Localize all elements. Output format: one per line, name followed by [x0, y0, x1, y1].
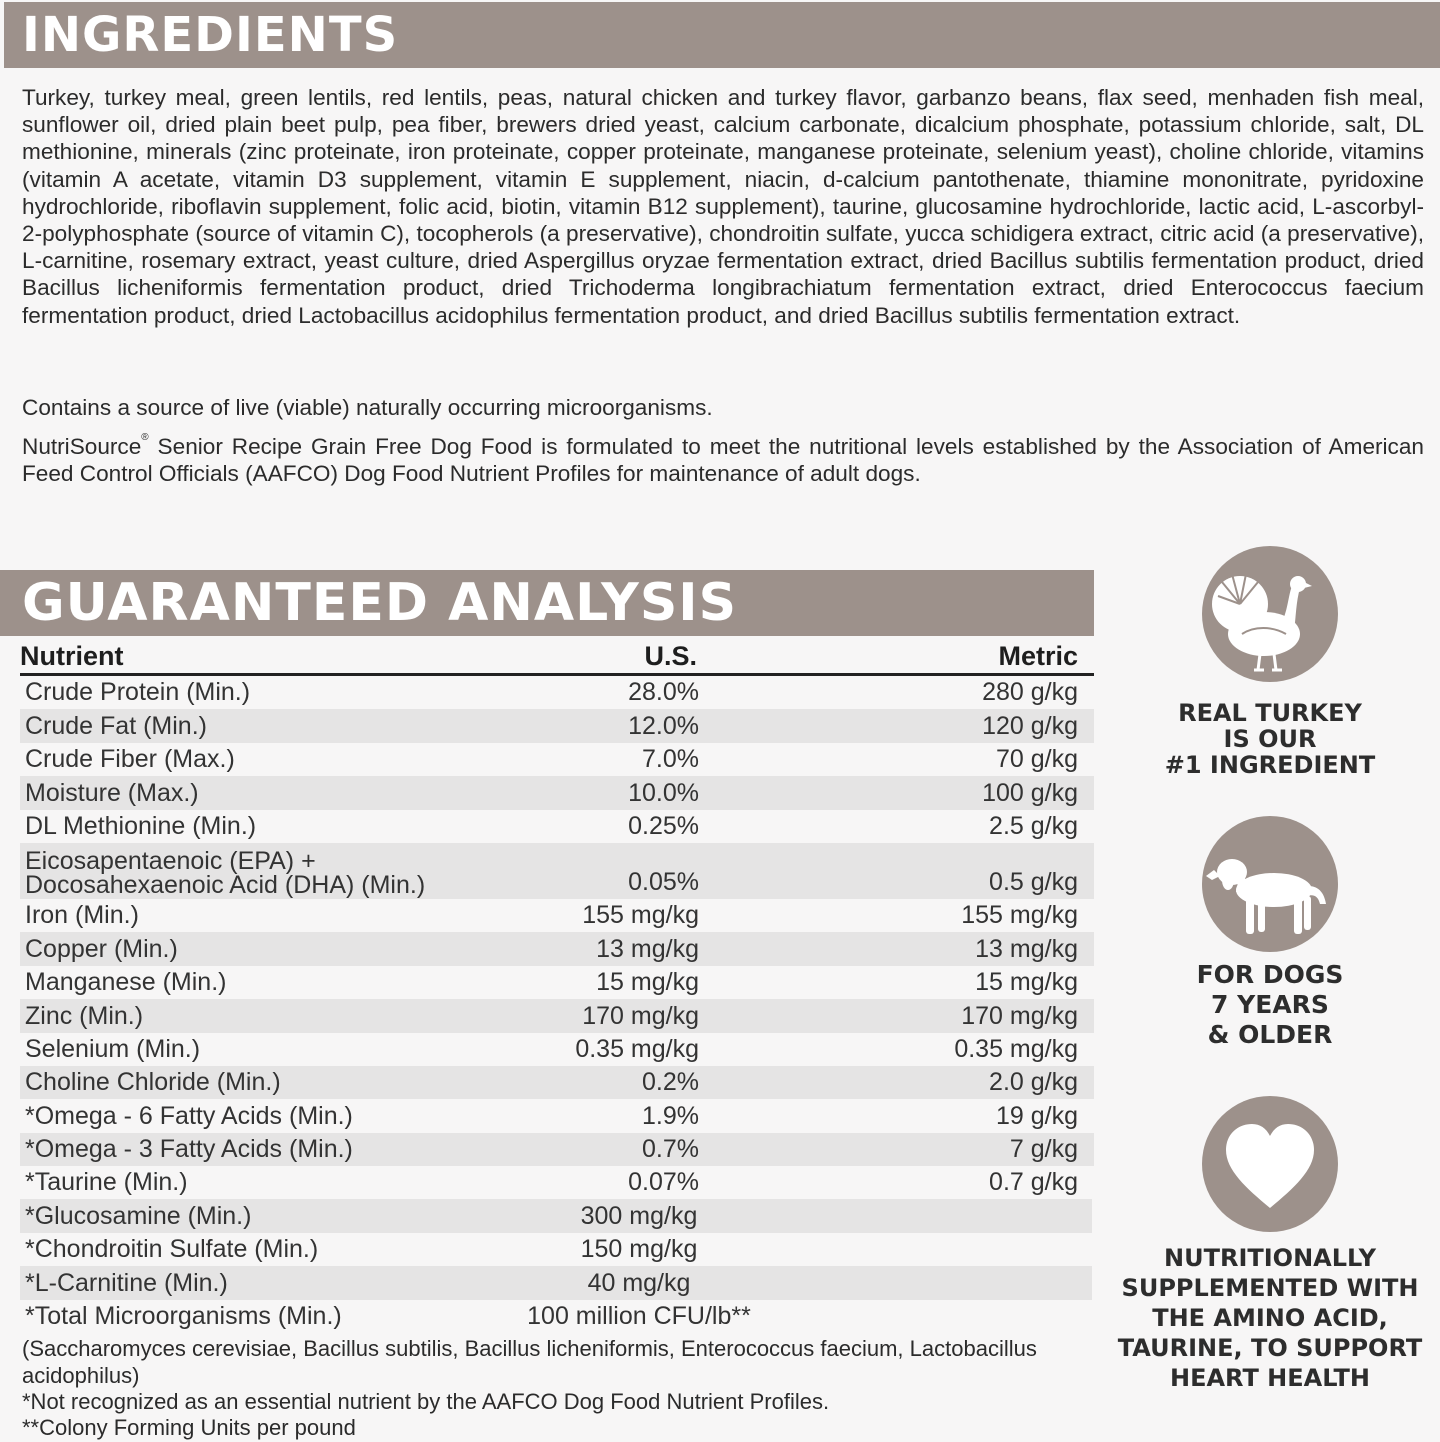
table-row: [20, 709, 1094, 742]
combined-value: 300 mg/kg: [580, 1201, 698, 1230]
metric-value: 19 g/kg: [995, 1101, 1078, 1130]
ingredients-heading: INGREDIENTS: [4, 2, 1440, 68]
nutrient-name: *Chondroitin Sulfate (Min.): [25, 1235, 319, 1264]
nutrient-name: Iron (Min.): [25, 901, 139, 930]
table-row: [20, 1133, 1094, 1166]
guaranteed-analysis-table: [20, 638, 1094, 1333]
table-row: [20, 966, 1094, 999]
metric-value: 70 g/kg: [995, 745, 1078, 774]
table-row: [20, 1199, 1092, 1232]
metric-value: 2.0 g/kg: [989, 1068, 1078, 1097]
microorganisms-note: Contains a source of live (viable) naturally occurring microorganisms.: [22, 395, 713, 420]
nutrient-name: *L-Carnitine (Min.): [25, 1268, 228, 1297]
claim-heart-health: NUTRITIONALLY SUPPLEMENTED WITH THE AMINO ACID, TAURINE, TO SUPPORT HEART HEALTH: [1117, 1244, 1423, 1392]
claim-senior-dogs: FOR DOGS 7 YEARS & OLDER: [1196, 960, 1344, 1049]
metric-value: 100 g/kg: [982, 778, 1078, 807]
nutrient-name: Moisture (Max.): [25, 778, 199, 807]
metric-value: 0.7 g/kg: [989, 1168, 1078, 1197]
us-value: 170 mg/kg: [582, 1001, 699, 1030]
us-value: 13 mg/kg: [596, 934, 699, 963]
table-row: [20, 999, 1094, 1032]
metric-value: 0.35 mg/kg: [954, 1034, 1078, 1063]
table-row: [20, 743, 1094, 776]
table-header: [20, 638, 1094, 676]
table-row: [20, 1066, 1094, 1099]
nutrient-name: *Total Microorganisms (Min.): [25, 1302, 342, 1331]
table-row: [20, 776, 1094, 809]
us-value: 0.07%: [628, 1168, 699, 1197]
aafco-footnote: *Not recognized as an essential nutrient by the AAFCO Dog Food Nutrient Profiles.: [22, 1389, 830, 1414]
nutrient-name: Crude Protein (Min.): [25, 678, 251, 707]
metric-value: 280 g/kg: [982, 678, 1078, 707]
table-row: [20, 1266, 1092, 1299]
us-value: 10.0%: [628, 778, 699, 807]
us-value: 0.05%: [628, 867, 699, 896]
metric-value: 170 mg/kg: [961, 1001, 1078, 1030]
table-row: [20, 843, 1094, 899]
nutrient-name: Crude Fiber (Max.): [25, 745, 235, 774]
aafco-statement-text: Senior Recipe Grain Free Dog Food is formulated to meet the nutritional levels established by the Association of American Feed Control Officials (AAFCO) Dog Food Nutrient Profiles for maintenance of adult dogs.: [22, 434, 1424, 487]
organisms-footnote: (Saccharomyces cerevisiae, Bacillus subtilis, Bacillus licheniformis, Enterococcus faecium, Lactobacillus acidophilus): [22, 1336, 1037, 1388]
nutrient-name: [25, 846, 426, 899]
claim-real-turkey: REAL TURKEY IS OUR #1 INGREDIENT: [1164, 699, 1376, 779]
us-value: 28.0%: [628, 678, 699, 707]
turkey-icon: [1202, 546, 1338, 682]
nutrient-name: Selenium (Min.): [25, 1034, 201, 1063]
nutrient-name: *Glucosamine (Min.): [25, 1201, 252, 1230]
nutrient-name-line1: Eicosapentaenoic (EPA) +: [25, 846, 316, 875]
us-value: 0.2%: [642, 1068, 699, 1097]
us-value: 1.9%: [642, 1101, 699, 1130]
metric-value: 15 mg/kg: [975, 968, 1078, 997]
us-value: 0.25%: [628, 811, 699, 840]
combined-value: 100 million CFU/lb**: [527, 1302, 751, 1331]
nutrient-name: Crude Fat (Min.): [25, 711, 207, 740]
us-value: 15 mg/kg: [596, 968, 699, 997]
guaranteed-analysis-heading: GUARANTEED ANALYSIS: [0, 570, 1094, 636]
metric-value: 120 g/kg: [982, 711, 1078, 740]
metric-value: 155 mg/kg: [961, 901, 1078, 930]
table-row: [20, 1033, 1094, 1066]
ingredients-list: Turkey, turkey meal, green lentils, red lentils, peas, natural chicken and turkey flavor, garbanzo beans, flax seed, menhaden fish meal, sunflower oil, dried plain beet pulp, pea fiber, brewers dried yeast, calcium carbonate, dicalcium phosphate, potassium chloride, salt, DL methionine, minerals (zinc proteinate, iron proteinate, copper proteinate, manganese proteinate, selenium yeast), choline chloride, vitamins (vitamin A acetate, vitamin D3 supplement, vitamin E supplement, niacin, d-calcium pantothenate, thiamine mononitrate, pyridoxine hydrochloride, riboflavin supplement, folic acid, biotin, vitamin B12 supplement), taurine, glucosamine hydrochloride, lactic acid, L-ascorbyl-2-polyphosphate (source of vitamin C), tocopherols (a preservative), chondroitin sulfate, yucca schidigera extract, citric acid (a preservative), L-carnitine, rosemary extract, yeast culture, dried Aspergillus oryzae fermentation extract, dried Bacillus subtilis fermentation product, dried Bacillus licheniformis fermentation product, dried Trichoderma longibrachiatum fermentation extract, dried Enterococcus faecium fermentation product, dried Lactobacillus acidophilus fermentation product, and dried Bacillus subtilis fermentation extract.: [22, 85, 1424, 328]
table-row: [20, 932, 1094, 965]
nutrient-name: DL Methionine (Min.): [25, 811, 257, 840]
nutrient-name: Zinc (Min.): [25, 1001, 144, 1030]
table-row: [20, 1166, 1094, 1199]
us-value: 12.0%: [628, 711, 699, 740]
nutrient-name: Choline Chloride (Min.): [25, 1068, 281, 1097]
column-header-nutrient: Nutrient: [20, 641, 124, 671]
nutrient-name-line2: Docosahexaenoic Acid (DHA) (Min.): [25, 870, 426, 899]
combined-value: 150 mg/kg: [580, 1235, 698, 1264]
metric-value: 2.5 g/kg: [989, 811, 1078, 840]
table-row: [20, 1099, 1094, 1132]
nutrient-name: *Omega - 3 Fatty Acids (Min.): [25, 1135, 353, 1164]
nutrient-name: *Taurine (Min.): [25, 1168, 188, 1197]
nutrient-name: Copper (Min.): [25, 934, 178, 963]
table-row: [20, 1233, 1094, 1266]
combined-value: 40 mg/kg: [587, 1268, 691, 1297]
table-row: [20, 899, 1094, 932]
cfu-footnote: **Colony Forming Units per pound: [22, 1415, 356, 1440]
us-value: 0.35 mg/kg: [575, 1034, 699, 1063]
column-header-metric: Metric: [998, 641, 1078, 671]
metric-value: 13 mg/kg: [975, 934, 1078, 963]
us-value: 155 mg/kg: [582, 901, 699, 930]
brand-name: NutriSource: [22, 434, 142, 459]
table-row: [20, 1300, 1094, 1333]
us-value: 0.7%: [642, 1135, 699, 1164]
metric-value: 7 g/kg: [1009, 1135, 1078, 1164]
nutrient-name: *Omega - 6 Fatty Acids (Min.): [25, 1101, 353, 1130]
heart-icon: [1202, 1096, 1338, 1232]
us-value: 7.0%: [642, 745, 699, 774]
table-row: [20, 810, 1094, 843]
aafco-statement: [22, 433, 1424, 487]
metric-value: 0.5 g/kg: [989, 867, 1078, 896]
nutrient-name: Manganese (Min.): [25, 968, 227, 997]
dog-icon: [1202, 816, 1338, 952]
table-row: [20, 676, 1094, 709]
registered-mark: ®: [141, 432, 149, 443]
column-header-us: U.S.: [644, 641, 697, 671]
